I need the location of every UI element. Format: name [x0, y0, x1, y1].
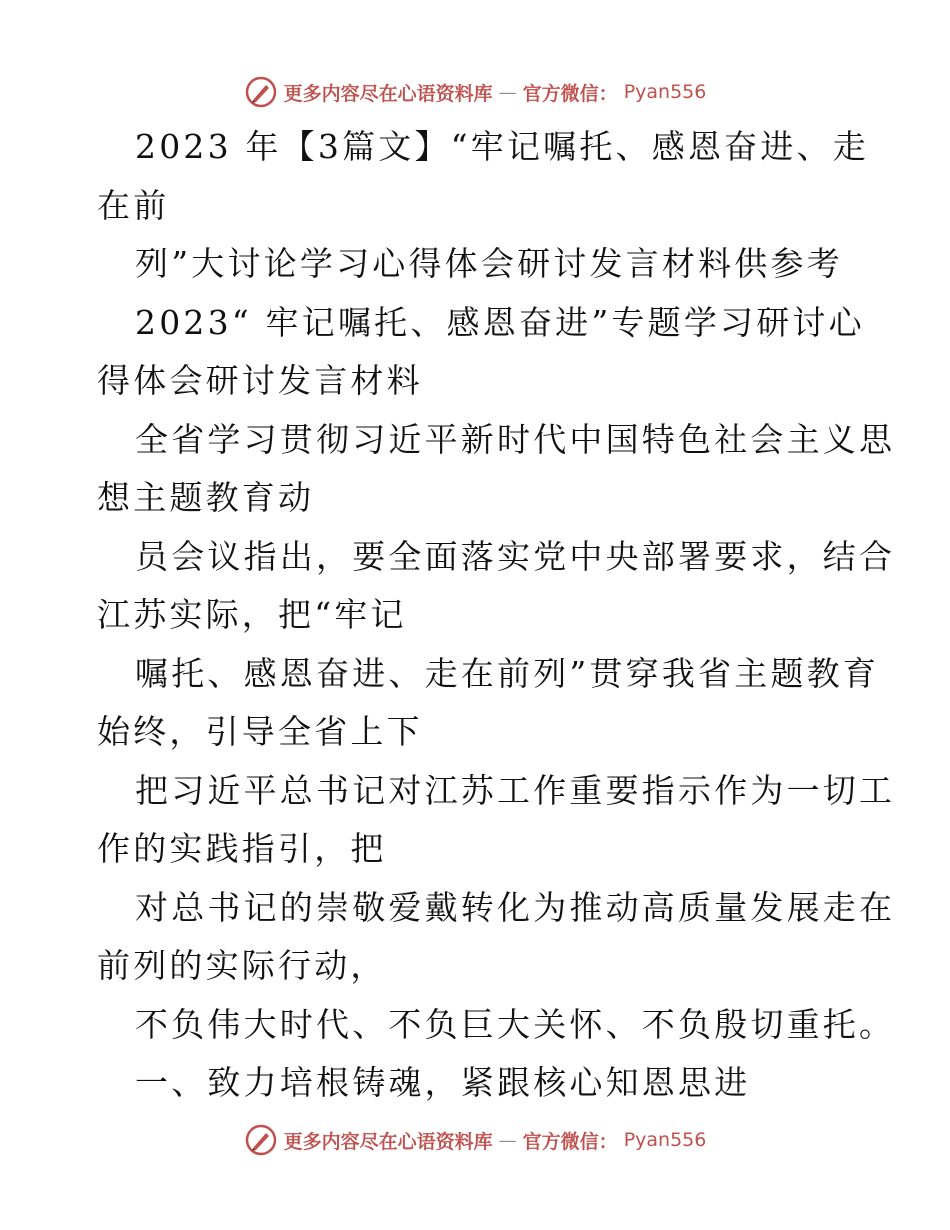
watermark-contact-id: Pyan556 — [623, 81, 707, 103]
text-line: 一、致力培根铸魂，紧跟核心知恩思进 — [135, 1063, 751, 1102]
text-line: 全省学习贯彻习近平新时代中国特色社会主义思 — [135, 419, 896, 459]
text-line: 始终，引导全省上下 — [97, 712, 423, 751]
text-line: 在前 — [97, 185, 170, 225]
footer-watermark — [0, 1120, 950, 1160]
text-line: 嘱托、感恩奋进、走在前列”贯穿我省主题教育 — [135, 653, 880, 693]
text-line: 江苏实际，把“牢记 — [97, 595, 407, 634]
text-line: 不负伟大时代、不负巨大关怀、不负殷切重托。 — [135, 1004, 896, 1044]
pen-circle-logo-icon — [244, 1123, 278, 1157]
header-watermark — [0, 72, 950, 112]
watermark-separator: — — [498, 81, 517, 103]
text-line: 列”大讨论学习心得体会研讨发言材料供参考 — [135, 244, 843, 283]
text-line: 作的实践指引，把 — [97, 829, 387, 868]
pen-circle-logo-icon — [244, 75, 278, 109]
text-line: 对总书记的崇敬爱戴转化为推动高质量发展走在 — [135, 887, 896, 927]
text-line: 前列的实际行动， — [97, 946, 387, 985]
text-line: 员会议指出，要全面落实党中央部署要求，结合 — [135, 536, 896, 576]
text-line: 2023 年【3篇文】“牢记嘱托、感恩奋进、走 — [135, 127, 869, 166]
watermark-contact-label: 官方微信： — [522, 1130, 618, 1153]
watermark-separator: — — [498, 1129, 517, 1151]
text-line: 想主题教育动 — [97, 478, 315, 517]
watermark-contact-label: 官方微信： — [522, 82, 618, 105]
watermark-contact-id: Pyan556 — [623, 1129, 707, 1151]
text-line: 2023“ 牢记嘱托、感恩奋进”专题学习研讨心 — [135, 302, 865, 342]
watermark-title: 更多内容尽在心语资料库 — [283, 82, 493, 105]
text-line: 把习近平总书记对江苏工作重要指示作为一切工 — [135, 770, 896, 810]
text-line: 得体会研讨发言材料 — [97, 361, 423, 400]
watermark-title: 更多内容尽在心语资料库 — [283, 1130, 493, 1153]
document-body — [97, 118, 896, 1113]
